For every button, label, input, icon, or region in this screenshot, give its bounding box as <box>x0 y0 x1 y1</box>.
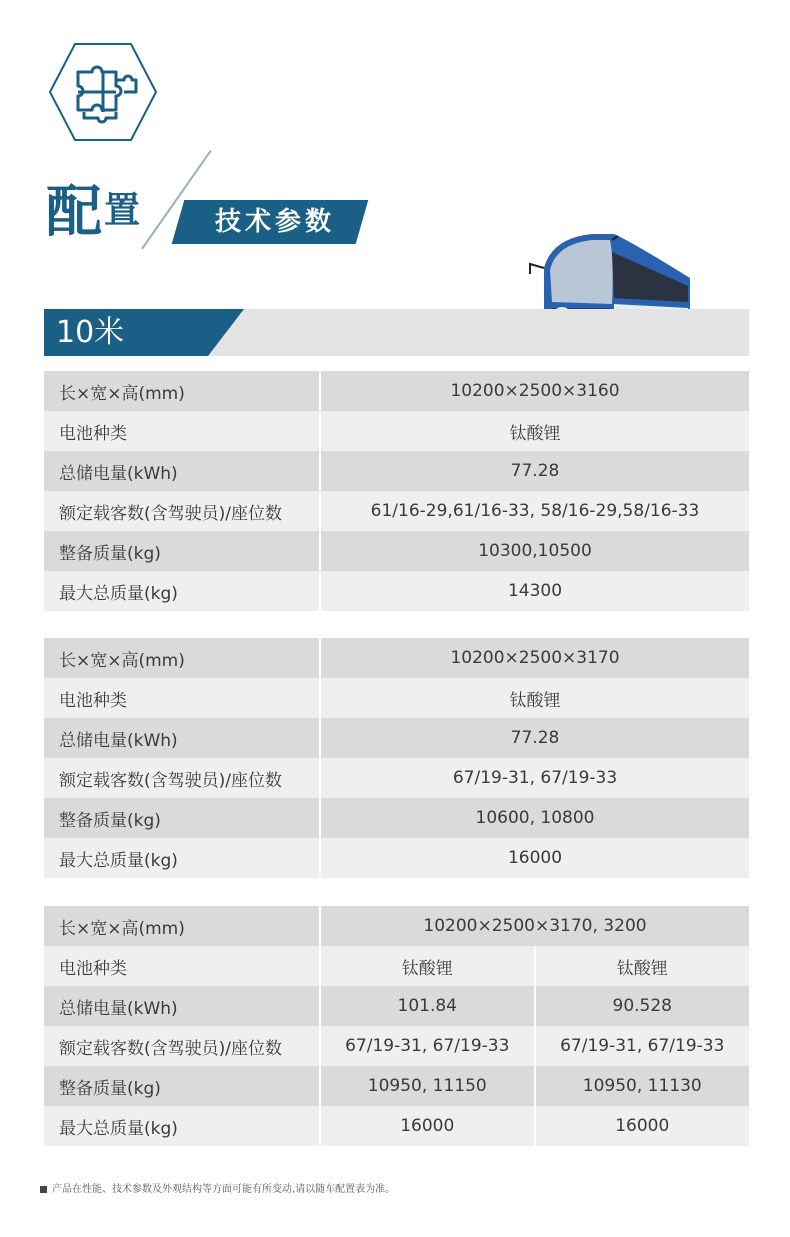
table-row <box>44 798 749 838</box>
table-row <box>44 371 749 411</box>
page-subtitle: 技术参数 <box>214 207 335 237</box>
row-value: 10200×2500×3170, 3200 <box>320 906 749 946</box>
page-title-part-2: 置 <box>104 189 143 231</box>
row-value: 16000 <box>320 838 749 878</box>
row-label: 整备质量(kg) <box>44 798 320 838</box>
model-label: 10米 <box>56 315 125 350</box>
row-value: 77.28 <box>320 718 749 758</box>
row-value-b: 钛酸锂 <box>535 946 750 986</box>
row-value-b: 10950, 11130 <box>535 1066 750 1106</box>
row-value-b: 16000 <box>535 1106 750 1146</box>
row-label: 额定载客数(含驾驶员)/座位数 <box>44 491 320 531</box>
row-label: 最大总质量(kg) <box>44 571 320 611</box>
row-value-a: 钛酸锂 <box>320 946 535 986</box>
table-row <box>44 678 749 718</box>
puzzle-hexagon-icon <box>48 42 158 142</box>
row-label: 长×宽×高(mm) <box>44 638 320 678</box>
row-value: 10200×2500×3160 <box>320 371 749 411</box>
row-label: 整备质量(kg) <box>44 1066 320 1106</box>
table-row <box>44 718 749 758</box>
table-row <box>44 986 749 1026</box>
row-value: 77.28 <box>320 451 749 491</box>
row-value: 10600, 10800 <box>320 798 749 838</box>
table-row <box>44 946 749 986</box>
page-title-part-1: 配 <box>46 179 104 245</box>
page-title <box>46 168 142 248</box>
row-label: 长×宽×高(mm) <box>44 906 320 946</box>
table-row <box>44 906 749 946</box>
row-label: 总储电量(kWh) <box>44 718 320 758</box>
table-row <box>44 411 749 451</box>
spec-table-2 <box>44 638 749 878</box>
table-row <box>44 571 749 611</box>
row-label: 电池种类 <box>44 678 320 718</box>
square-bullet-icon <box>40 1186 47 1193</box>
row-value: 钛酸锂 <box>320 678 749 718</box>
table-row <box>44 1026 749 1066</box>
row-value: 钛酸锂 <box>320 411 749 451</box>
row-value-a: 67/19-31, 67/19-33 <box>320 1026 535 1066</box>
row-label: 整备质量(kg) <box>44 531 320 571</box>
table-row <box>44 838 749 878</box>
row-value: 67/19-31, 67/19-33 <box>320 758 749 798</box>
footnote <box>40 1180 395 1195</box>
row-value: 10300,10500 <box>320 531 749 571</box>
table-row <box>44 531 749 571</box>
row-value: 10200×2500×3170 <box>320 638 749 678</box>
spec-table-1 <box>44 371 749 611</box>
row-label: 总储电量(kWh) <box>44 451 320 491</box>
table-row <box>44 1106 749 1146</box>
row-label: 电池种类 <box>44 946 320 986</box>
row-label: 电池种类 <box>44 411 320 451</box>
table-row <box>44 491 749 531</box>
table-row <box>44 638 749 678</box>
table-row <box>44 758 749 798</box>
table-row <box>44 1066 749 1106</box>
row-value: 14300 <box>320 571 749 611</box>
spec-table-3 <box>44 906 749 1146</box>
table-row <box>44 451 749 491</box>
row-value-a: 10950, 11150 <box>320 1066 535 1106</box>
footnote-text: 产品在性能、技术参数及外观结构等方面可能有所变动,请以随车配置表为准。 <box>52 1184 396 1195</box>
row-value: 61/16-29,61/16-33, 58/16-29,58/16-33 <box>320 491 749 531</box>
row-value-b: 67/19-31, 67/19-33 <box>535 1026 750 1066</box>
row-label: 最大总质量(kg) <box>44 838 320 878</box>
row-label: 额定载客数(含驾驶员)/座位数 <box>44 1026 320 1066</box>
row-label: 总储电量(kWh) <box>44 986 320 1026</box>
row-label: 长×宽×高(mm) <box>44 371 320 411</box>
row-label: 最大总质量(kg) <box>44 1106 320 1146</box>
row-value-b: 90.528 <box>535 986 750 1026</box>
row-value-a: 16000 <box>320 1106 535 1146</box>
row-label: 额定载客数(含驾驶员)/座位数 <box>44 758 320 798</box>
row-value-a: 101.84 <box>320 986 535 1026</box>
